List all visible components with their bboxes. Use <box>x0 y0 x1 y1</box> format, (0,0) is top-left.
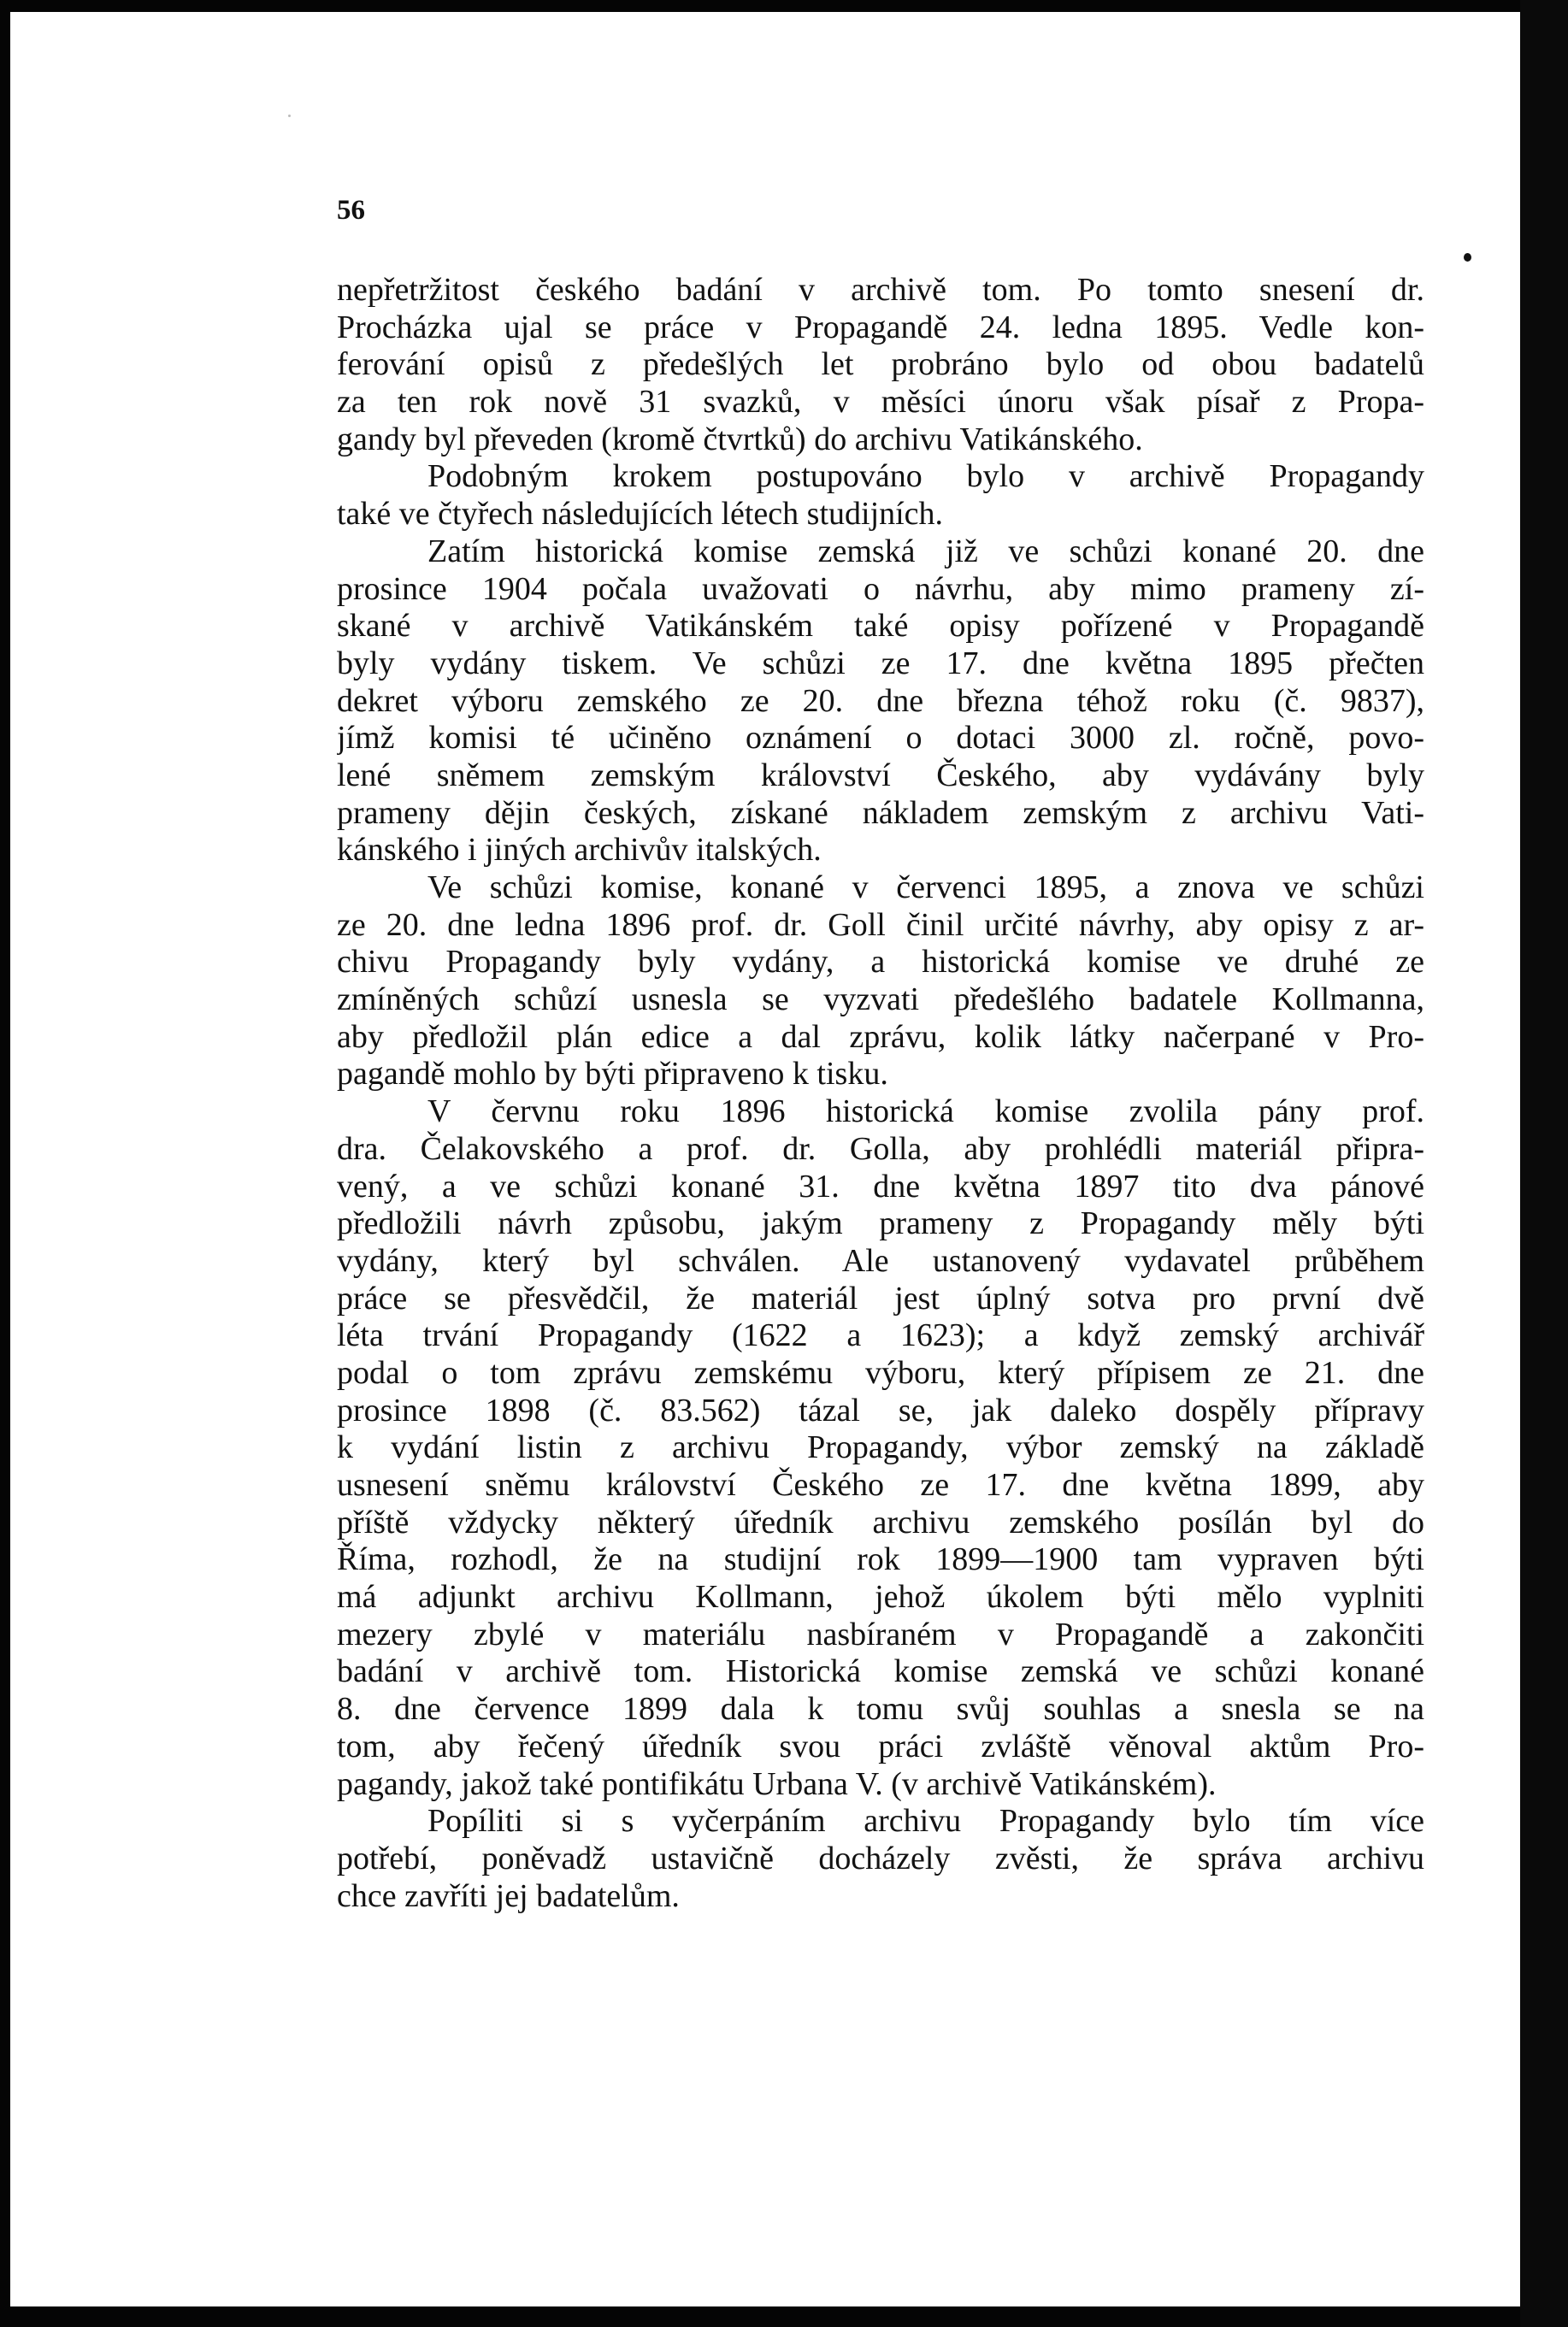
ink-speck <box>1464 253 1471 262</box>
text-line: ferování opisů z předešlých let probráno bylo od obou badatelů <box>337 346 1424 383</box>
text-line: k vydání listin z archivu Propagandy, výbor zemský na základě <box>337 1429 1424 1466</box>
page-number: 56 <box>337 195 365 226</box>
text-line: dra. Čelakovského a prof. dr. Golla, aby prohlédli materiál připra- <box>337 1130 1424 1167</box>
text-line: má adjunkt archivu Kollmann, jehož úkolem býti mělo vyplniti <box>337 1579 1424 1616</box>
text-line: příště vždycky některý úředník archivu zemského posílán byl do <box>337 1504 1424 1541</box>
text-line: jímž komisi té učiněno oznámení o dotaci 3000 zl. ročně, povo- <box>337 720 1424 757</box>
text-line: pagandy, jakož také pontifikátu Urbana V. (v archivě Vatikánském). <box>337 1765 1217 1802</box>
text-line: badání v archivě tom. Historická komise zemská ve schůzi konané <box>337 1653 1424 1690</box>
text-line: Podobným krokem postupováno bylo v archivě Propagandy <box>427 458 1424 495</box>
text-line: chivu Propagandy byly vydány, a historická komise ve druhé ze <box>337 944 1424 981</box>
text-line: gandy byl převeden (kromě čtvrtků) do archivu Vatikánského. <box>337 421 1143 457</box>
text-line: Procházka ujal se práce v Propagandě 24. ledna 1895. Vedle kon- <box>337 309 1424 345</box>
text-line: Říma, rozhodl, že na studijní rok 1899—1900 tam vypraven býti <box>337 1541 1424 1578</box>
text-line: za ten rok nově 31 svazků, v měsíci únoru však písař z Propa- <box>337 384 1424 421</box>
text-line: skané v archivě Vatikánském také opisy pořízené v Propagandě <box>337 608 1424 645</box>
text-line: pagandě mohlo by býti připraveno k tisku. <box>337 1056 888 1093</box>
text-line: Zatím historická komise zemská již ve schůzi konané 20. dne <box>427 533 1424 569</box>
text-line: léta trvání Propagandy (1622 a 1623); a když zemský archivář <box>337 1317 1424 1354</box>
text-line: podal o tom zprávu zemskému výboru, který přípisem ze 21. dne <box>337 1354 1424 1391</box>
text-line: byly vydány tiskem. Ve schůzi ze 17. dne května 1895 přečten <box>337 645 1424 681</box>
text-line: prosince 1904 počala uvažovati o návrhu, aby mimo prameny zí- <box>337 570 1424 607</box>
text-line: potřebí, poněvadž ustavičně docházely zvěsti, že správa archivu <box>337 1840 1424 1876</box>
text-line: nepřetržitost českého badání v archivě tom. Po tomto snesení dr. <box>337 272 1424 308</box>
text-line: mezery zbylé v materiálu nasbíraném v Propagandě a zakončiti <box>337 1616 1424 1652</box>
text-line: aby předložil plán edice a dal zprávu, kolik látky načerpané v Pro- <box>337 1018 1424 1055</box>
text-line: předložili návrh způsobu, jakým prameny z Propagandy měly býti <box>337 1205 1424 1242</box>
text-line: také ve čtyřech následujících létech studijních. <box>337 496 944 533</box>
text-line: práce se přesvědčil, že materiál jest úplný sotva pro první dvě <box>337 1280 1424 1317</box>
text-line: V červnu roku 1896 historická komise zvolila pány prof. <box>427 1093 1424 1130</box>
text-line: Popíliti si s vyčerpáním archivu Propagandy bylo tím více <box>427 1803 1424 1840</box>
text-line: Ve schůzi komise, konané v červenci 1895, a znova ve schůzi <box>427 869 1424 905</box>
text-line: kánského i jiných archivův italských. <box>337 832 822 869</box>
text-line: ze 20. dne ledna 1896 prof. dr. Goll činil určité návrhy, aby opisy z ar- <box>337 906 1424 943</box>
text-line: dekret výboru zemského ze 20. dne března téhož roku (č. 9837), <box>337 682 1424 719</box>
text-line: vydány, který byl schválen. Ale ustanovený vydavatel průběhem <box>337 1242 1424 1279</box>
text-line: zmíněných schůzí usnesla se vyzvati předešlého badatele Kollmanna, <box>337 981 1424 1018</box>
text-line: 8. dne července 1899 dala k tomu svůj souhlas a snesla se na <box>337 1691 1424 1728</box>
body-text <box>337 272 1424 1915</box>
text-line: prosince 1898 (č. 83.562) tázal se, jak daleko dospěly přípravy <box>337 1392 1424 1429</box>
text-line: usnesení sněmu království Českého ze 17. dne května 1899, aby <box>337 1467 1424 1503</box>
scan-edge-right <box>1520 0 1568 2327</box>
text-line: chce zavříti jej badatelům. <box>337 1877 680 1914</box>
text-line: lené sněmem zemským království Českého, aby vydávány byly <box>337 757 1424 793</box>
text-line: vený, a ve schůzi konané 31. dne května 1897 tito dva pánové <box>337 1168 1424 1205</box>
text-line: prameny dějin českých, získané nákladem zemským z archivu Vati- <box>337 794 1424 831</box>
ink-speck <box>288 115 291 117</box>
text-line: tom, aby řečený úředník svou práci zvláště věnoval aktům Pro- <box>337 1728 1424 1764</box>
